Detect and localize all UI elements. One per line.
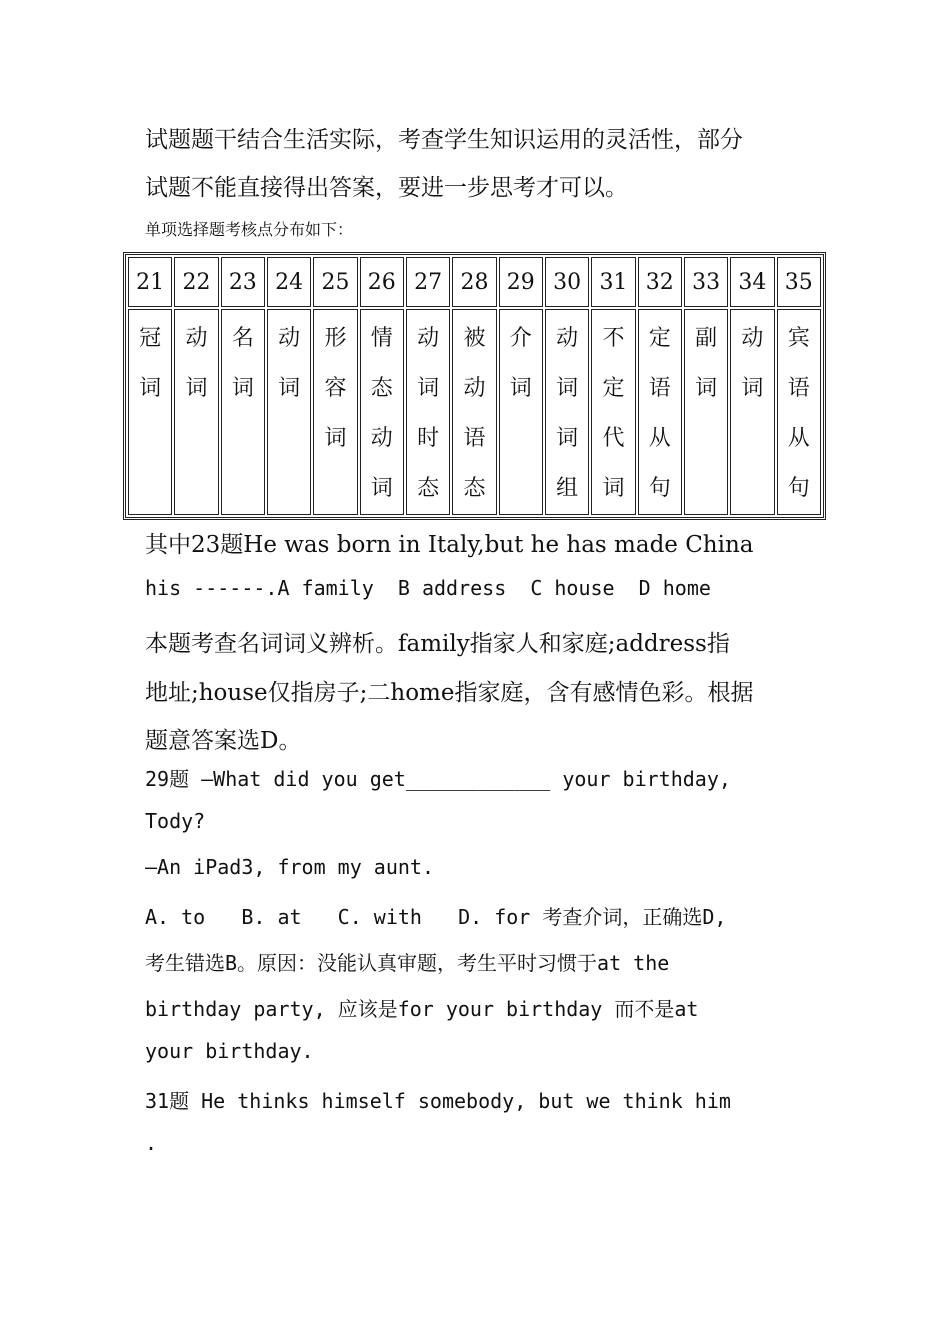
q23-line-1: 其中23题He was born in Italy,but he has made China	[145, 532, 754, 558]
question-number-cell: 27	[406, 257, 450, 307]
question-number-cell: 35	[777, 257, 821, 307]
topic-cell: 副词	[684, 309, 728, 515]
question-number-cell: 32	[638, 257, 682, 307]
question-number-cell: 33	[684, 257, 728, 307]
question-number-cell: 30	[545, 257, 589, 307]
question-number-cell: 21	[128, 257, 172, 307]
question-number-cell: 25	[313, 257, 357, 307]
question-number-cell: 34	[730, 257, 774, 307]
question-number-row	[128, 257, 821, 307]
question-number-cell: 26	[360, 257, 404, 307]
topic-cell: 名词	[221, 309, 265, 515]
q29-line-7: your birthday.	[145, 1039, 314, 1063]
topic-cell: 情态动词	[360, 309, 404, 515]
question-number-cell: 29	[499, 257, 543, 307]
q23-analysis-2: 地址;house仅指房子;二home指家庭，含有感情色彩。根据	[145, 680, 754, 706]
topic-cell: 动词时态	[406, 309, 450, 515]
question-number-cell: 24	[267, 257, 311, 307]
q29-line-3: —An iPad3, from my aunt.	[145, 855, 434, 879]
q29-line-5: 考生错选B。原因：没能认真审题，考生平时习惯于at the	[145, 951, 670, 975]
question-number-cell: 31	[591, 257, 635, 307]
table-caption: 单项选择题考核点分布如下：	[145, 220, 354, 239]
topic-distribution-table	[123, 252, 826, 520]
topic-cell: 动词词组	[545, 309, 589, 515]
question-number-cell: 22	[174, 257, 218, 307]
question-number-cell: 23	[221, 257, 265, 307]
topic-cell: 不定代词	[591, 309, 635, 515]
q23-line-2: his ------.A family B address C house D home	[145, 576, 711, 600]
topic-cell: 介词	[499, 309, 543, 515]
question-number-cell: 28	[452, 257, 496, 307]
q29-line-6: birthday party, 应该是for your birthday 而不是at	[145, 997, 699, 1021]
q31-line-1: 31题 He thinks himself somebody, but we think him	[145, 1089, 731, 1113]
q29-line-1: 29题 —What did you get____________ your birthday,	[145, 767, 731, 791]
topic-cell: 宾语从句	[777, 309, 821, 515]
topic-cell: 动词	[267, 309, 311, 515]
intro-line-1: 试题题干结合生活实际，考查学生知识运用的灵活性，部分	[145, 127, 743, 153]
topic-cell: 被动语态	[452, 309, 496, 515]
q29-line-4: A. to B. at C. with D. for 考查介词，正确选D,	[145, 905, 727, 929]
topic-cell: 动词	[174, 309, 218, 515]
intro-line-2: 试题不能直接得出答案，要进一步思考才可以。	[145, 175, 628, 201]
q23-analysis-3: 题意答案选D。	[145, 728, 302, 754]
topic-cell: 冠词	[128, 309, 172, 515]
topic-cell: 定语从句	[638, 309, 682, 515]
q23-analysis-1: 本题考查名词词义辨析。family指家人和家庭;address指	[145, 631, 730, 657]
topic-cell: 动词	[730, 309, 774, 515]
topic-row	[128, 309, 821, 515]
q29-line-2: Tody?	[145, 809, 206, 833]
topic-cell: 形容词	[313, 309, 357, 515]
q31-line-2: .	[145, 1131, 158, 1155]
